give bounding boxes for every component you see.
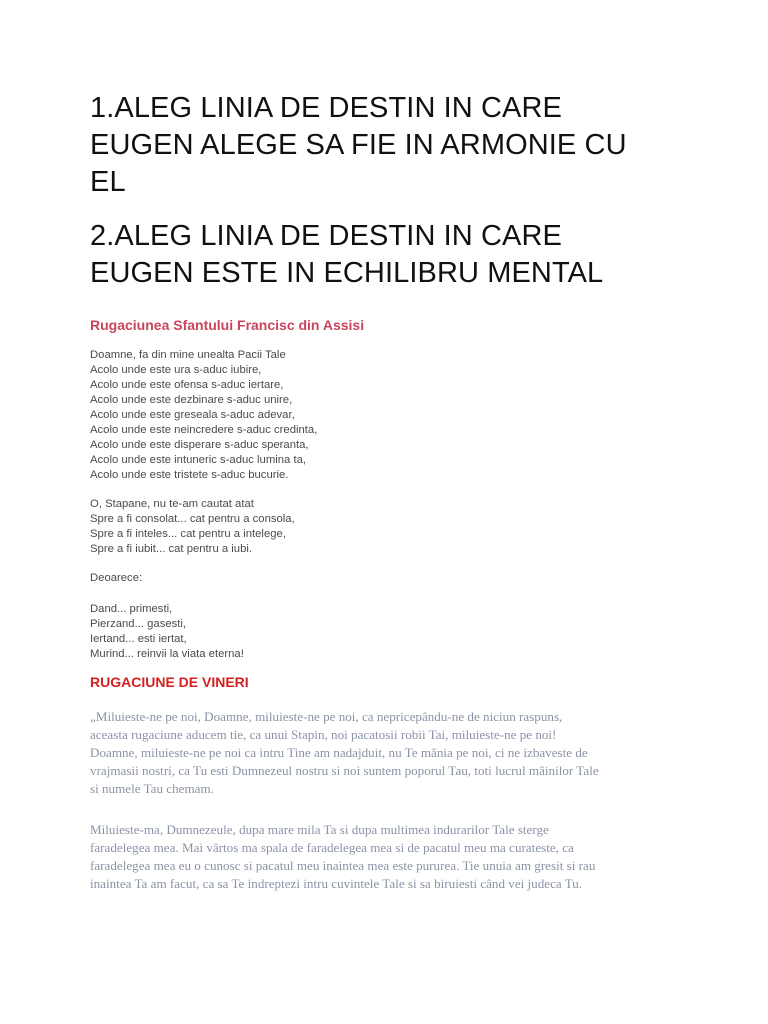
- heading-1: [90, 90, 690, 201]
- prayer-line: Acolo unde este neincredere s-aduc credinta,: [90, 424, 318, 436]
- prayer-line: Iertand... esti iertat,: [90, 633, 187, 645]
- prayer-line: Spre a fi consolat... cat pentru a consola,: [90, 513, 295, 525]
- paragraph-line: Miluieste-ma, Dumnezeule, dupa mare mila Ta si dupa multimea indurarilor Tale sterge: [90, 822, 549, 837]
- prayer-line: Acolo unde este greseala s-aduc adevar,: [90, 409, 295, 421]
- heading-line: EUGEN ESTE IN ECHILIBRU MENTAL: [90, 257, 604, 289]
- prayer-title-francisc: Rugaciunea Sfantului Francisc din Assisi: [90, 317, 365, 333]
- prayer-line: Spre a fi iubit... cat pentru a iubi.: [90, 543, 253, 555]
- paragraph-line: Doamne, miluieste-ne pe noi ca intru Tine am nadajduit, nu Te mânia pe noi, ci ne izbaveste de: [90, 745, 588, 760]
- prayer-title-vineri: RUGACIUNE DE VINERI: [90, 674, 249, 690]
- prayer-paragraph-1: [90, 708, 680, 798]
- heading-2: [90, 218, 690, 292]
- prayer-stanza-2: [90, 497, 690, 557]
- prayer-line: O, Stapane, nu te-am cautat atat: [90, 498, 254, 510]
- prayer-line: Acolo unde este intuneric s-aduc lumina ta,: [90, 454, 307, 466]
- prayer-line: Dand... primesti,: [90, 603, 173, 615]
- paragraph-line: vrajmasii nostri, ca Tu esti Dumnezeul nostru si noi suntem poporul Tau, toti lucrul mâinilor Tale: [90, 763, 599, 778]
- prayer-line: Spre a fi inteles... cat pentru a intelege,: [90, 528, 286, 540]
- prayer-stanza-1: [90, 348, 690, 483]
- paragraph-line: si numele Tau chemam.: [90, 781, 214, 796]
- prayer-line: Doamne, fa din mine unealta Pacii Tale: [90, 349, 286, 361]
- heading-line: EL: [90, 166, 126, 198]
- paragraph-line: „Miluieste-ne pe noi, Doamne, miluieste-ne pe noi, ca nepricepându-ne de niciun raspuns,: [90, 709, 563, 724]
- paragraph-line: aceasta rugaciune aducem tie, ca unui Stapin, noi pacatosii robii Tai, miluieste-ne pe noi!: [90, 727, 557, 742]
- prayer-paragraph-2: [90, 821, 680, 893]
- paragraph-line: faradelegea mea eu o cunosc si pacatul meu inaintea mea este pururea. Tie unuia am gresit si rau: [90, 858, 596, 873]
- prayer-line: Acolo unde este ura s-aduc iubire,: [90, 364, 262, 376]
- prayer-line: Acolo unde este tristete s-aduc bucurie.: [90, 469, 289, 481]
- paragraph-line: faradelegea mea. Mai vârtos ma spala de faradelegea mea si de pacatul meu ma curateste, ca: [90, 840, 574, 855]
- prayer-line: Murind... reinvii la viata eterna!: [90, 648, 244, 660]
- prayer-stanza-3: [90, 602, 690, 662]
- paragraph-line: inaintea Ta am facut, ca sa Te indreptezi intru cuvintele Tale si sa biruiesti când vei judeca Tu.: [90, 876, 583, 891]
- prayer-line: Acolo unde este dezbinare s-aduc unire,: [90, 394, 293, 406]
- heading-line: 2.ALEG LINIA DE DESTIN IN CARE: [90, 220, 562, 252]
- prayer-line: Acolo unde este disperare s-aduc speranta,: [90, 439, 309, 451]
- heading-line: 1.ALEG LINIA DE DESTIN IN CARE: [90, 92, 562, 124]
- prayer-line: Acolo unde este ofensa s-aduc iertare,: [90, 379, 284, 391]
- heading-line: EUGEN ALEGE SA FIE IN ARMONIE CU: [90, 129, 627, 161]
- prayer-line: Pierzand... gasesti,: [90, 618, 187, 630]
- prayer-deoarece: Deoarece:: [90, 572, 143, 584]
